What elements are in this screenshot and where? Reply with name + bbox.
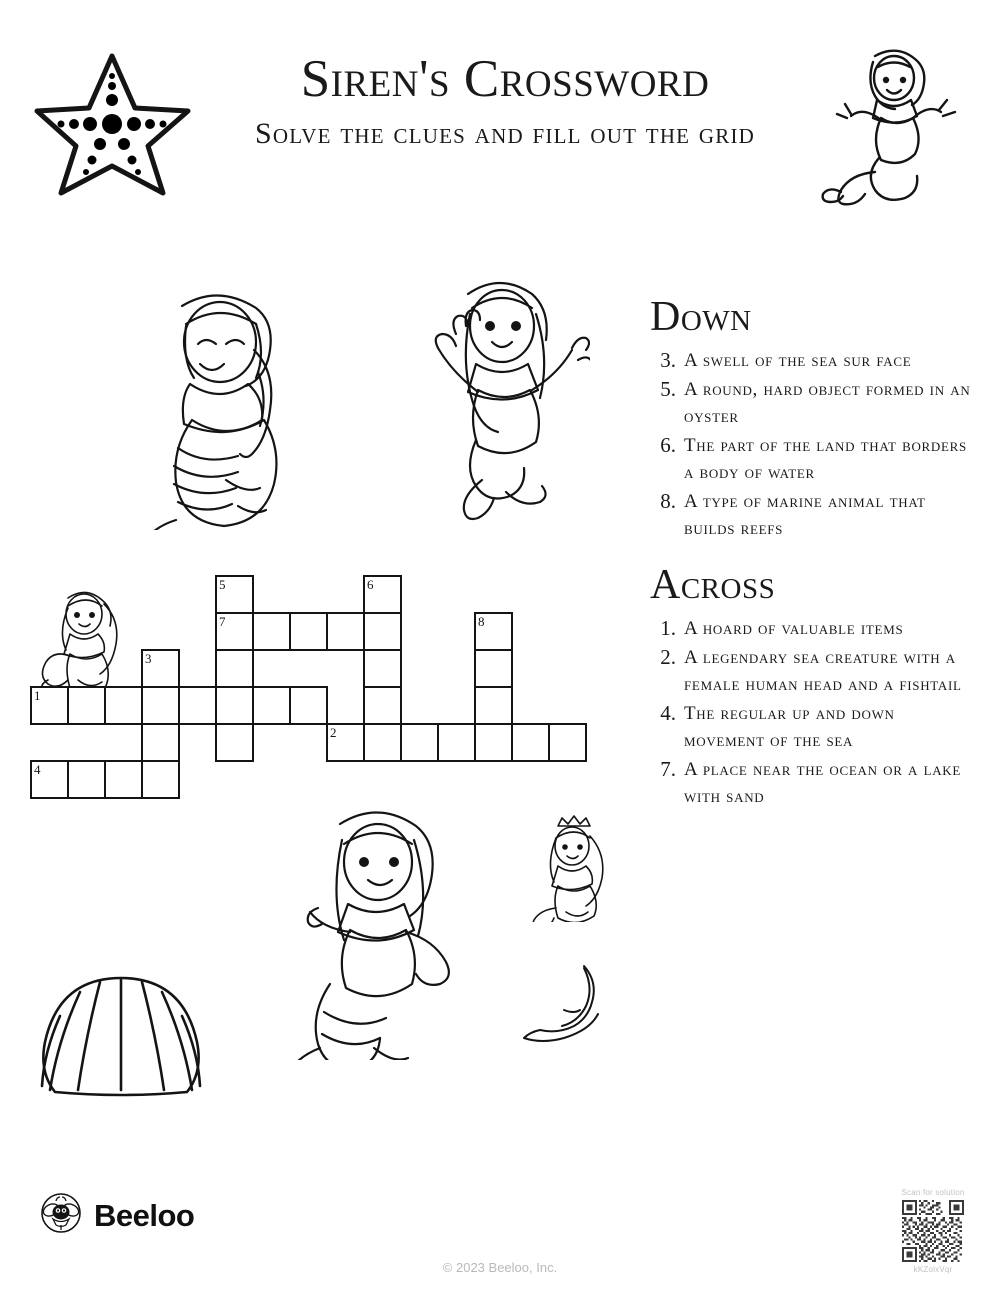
clue-item <box>650 376 980 430</box>
clue-text: The regular up and down movement of the sea <box>684 703 895 751</box>
grid-cell-number: 1 <box>34 688 41 703</box>
clues-across-list <box>650 615 980 810</box>
grid-cell[interactable] <box>363 575 402 614</box>
qr-caption: Scan for solution <box>901 1188 965 1197</box>
mermaid-illustration-crowned <box>520 812 630 922</box>
grid-cell[interactable] <box>30 686 69 725</box>
grid-cell[interactable] <box>511 723 550 762</box>
grid-cell[interactable] <box>178 686 217 725</box>
fish-tail-illustration <box>520 960 640 1050</box>
clue-number: 2. <box>660 645 676 669</box>
bee-logo-icon <box>40 1192 82 1239</box>
clue-text: A swell of the sea sur face <box>684 350 912 371</box>
grid-cell[interactable] <box>289 686 328 725</box>
title-block <box>190 52 820 150</box>
grid-cell[interactable] <box>363 723 402 762</box>
clue-number: 5. <box>660 377 676 401</box>
brand-logo <box>40 1192 194 1239</box>
grid-cell[interactable] <box>252 686 291 725</box>
mermaid-illustration-braid <box>120 280 320 530</box>
grid-cell-number: 5 <box>219 577 226 592</box>
clue-number: 1. <box>660 616 676 640</box>
mermaid-illustration-waving <box>410 268 590 528</box>
grid-cell[interactable] <box>67 686 106 725</box>
clue-item <box>650 700 980 754</box>
clue-number: 7. <box>660 757 676 781</box>
grid-cell[interactable] <box>474 686 513 725</box>
clue-text: The part of the land that borders a body of water <box>684 435 967 483</box>
grid-cell[interactable] <box>215 649 254 688</box>
page-footer <box>0 1180 1000 1294</box>
grid-cell[interactable] <box>474 612 513 651</box>
grid-cell[interactable] <box>326 723 365 762</box>
page-subtitle: Solve the clues and fill out the grid <box>254 117 756 151</box>
brand-name: Beeloo <box>94 1197 195 1233</box>
qr-code-text: kKZolxVqr <box>913 1265 953 1274</box>
clue-text: A legendary sea creature with a female human head and a fishtail <box>684 647 962 695</box>
clues-down-section <box>650 296 980 542</box>
grid-cell[interactable] <box>289 612 328 651</box>
grid-cell[interactable] <box>104 686 143 725</box>
grid-cell[interactable] <box>474 649 513 688</box>
grid-cell[interactable] <box>548 723 587 762</box>
copyright-text: © 2023 Beeloo, Inc. <box>442 1260 558 1275</box>
seashell-illustration <box>36 972 206 1102</box>
clue-item <box>650 615 980 642</box>
grid-cell[interactable] <box>30 760 69 799</box>
grid-cell-number: 3 <box>145 651 152 666</box>
clues-across-heading: Across <box>650 562 776 608</box>
clue-item <box>650 432 980 486</box>
mermaid-icon <box>815 42 960 207</box>
clue-text: A hoard of valuable items <box>684 618 904 639</box>
grid-cell[interactable] <box>141 686 180 725</box>
qr-block <box>888 1188 978 1274</box>
grid-cell[interactable] <box>141 649 180 688</box>
clues-down-heading: Down <box>650 294 752 340</box>
grid-cell-number: 7 <box>219 614 226 629</box>
clue-number: 8. <box>660 489 676 513</box>
qr-code-icon[interactable] <box>902 1200 964 1262</box>
clue-item <box>650 347 980 374</box>
clue-number: 4. <box>660 701 676 725</box>
grid-cell[interactable] <box>215 612 254 651</box>
clues-panel <box>650 296 980 812</box>
clue-number: 3. <box>660 348 676 372</box>
grid-cell[interactable] <box>141 760 180 799</box>
grid-cell-number: 2 <box>330 725 337 740</box>
grid-cell[interactable] <box>215 723 254 762</box>
grid-cell[interactable] <box>363 612 402 651</box>
page-title: Siren's Crossword <box>300 50 710 108</box>
page-header <box>0 0 1000 215</box>
clue-item <box>650 644 980 698</box>
clues-across-section <box>650 564 980 810</box>
clue-number: 6. <box>660 433 676 457</box>
grid-cell[interactable] <box>437 723 476 762</box>
grid-cell[interactable] <box>363 649 402 688</box>
clue-item <box>650 756 980 810</box>
crossword-grid[interactable] <box>30 575 630 815</box>
clue-item <box>650 488 980 542</box>
clue-text: A round, hard object formed in an oyster <box>684 379 971 427</box>
grid-cell[interactable] <box>363 686 402 725</box>
clues-down-list <box>650 347 980 542</box>
clue-text: A place near the ocean or a lake with sand <box>684 759 962 807</box>
grid-cell[interactable] <box>67 760 106 799</box>
grid-cell-number: 6 <box>367 577 374 592</box>
grid-cell[interactable] <box>326 612 365 651</box>
clue-text: A type of marine animal that builds reefs <box>684 491 926 539</box>
grid-cell[interactable] <box>400 723 439 762</box>
grid-cell[interactable] <box>474 723 513 762</box>
grid-cell[interactable] <box>252 612 291 651</box>
grid-cell[interactable] <box>215 575 254 614</box>
starfish-icon <box>32 48 192 198</box>
grid-cell-number: 4 <box>34 762 41 777</box>
grid-cell[interactable] <box>141 723 180 762</box>
grid-cell[interactable] <box>104 760 143 799</box>
grid-cell-number: 8 <box>478 614 485 629</box>
mermaid-illustration-center-bottom <box>270 800 490 1060</box>
grid-cell[interactable] <box>215 686 254 725</box>
